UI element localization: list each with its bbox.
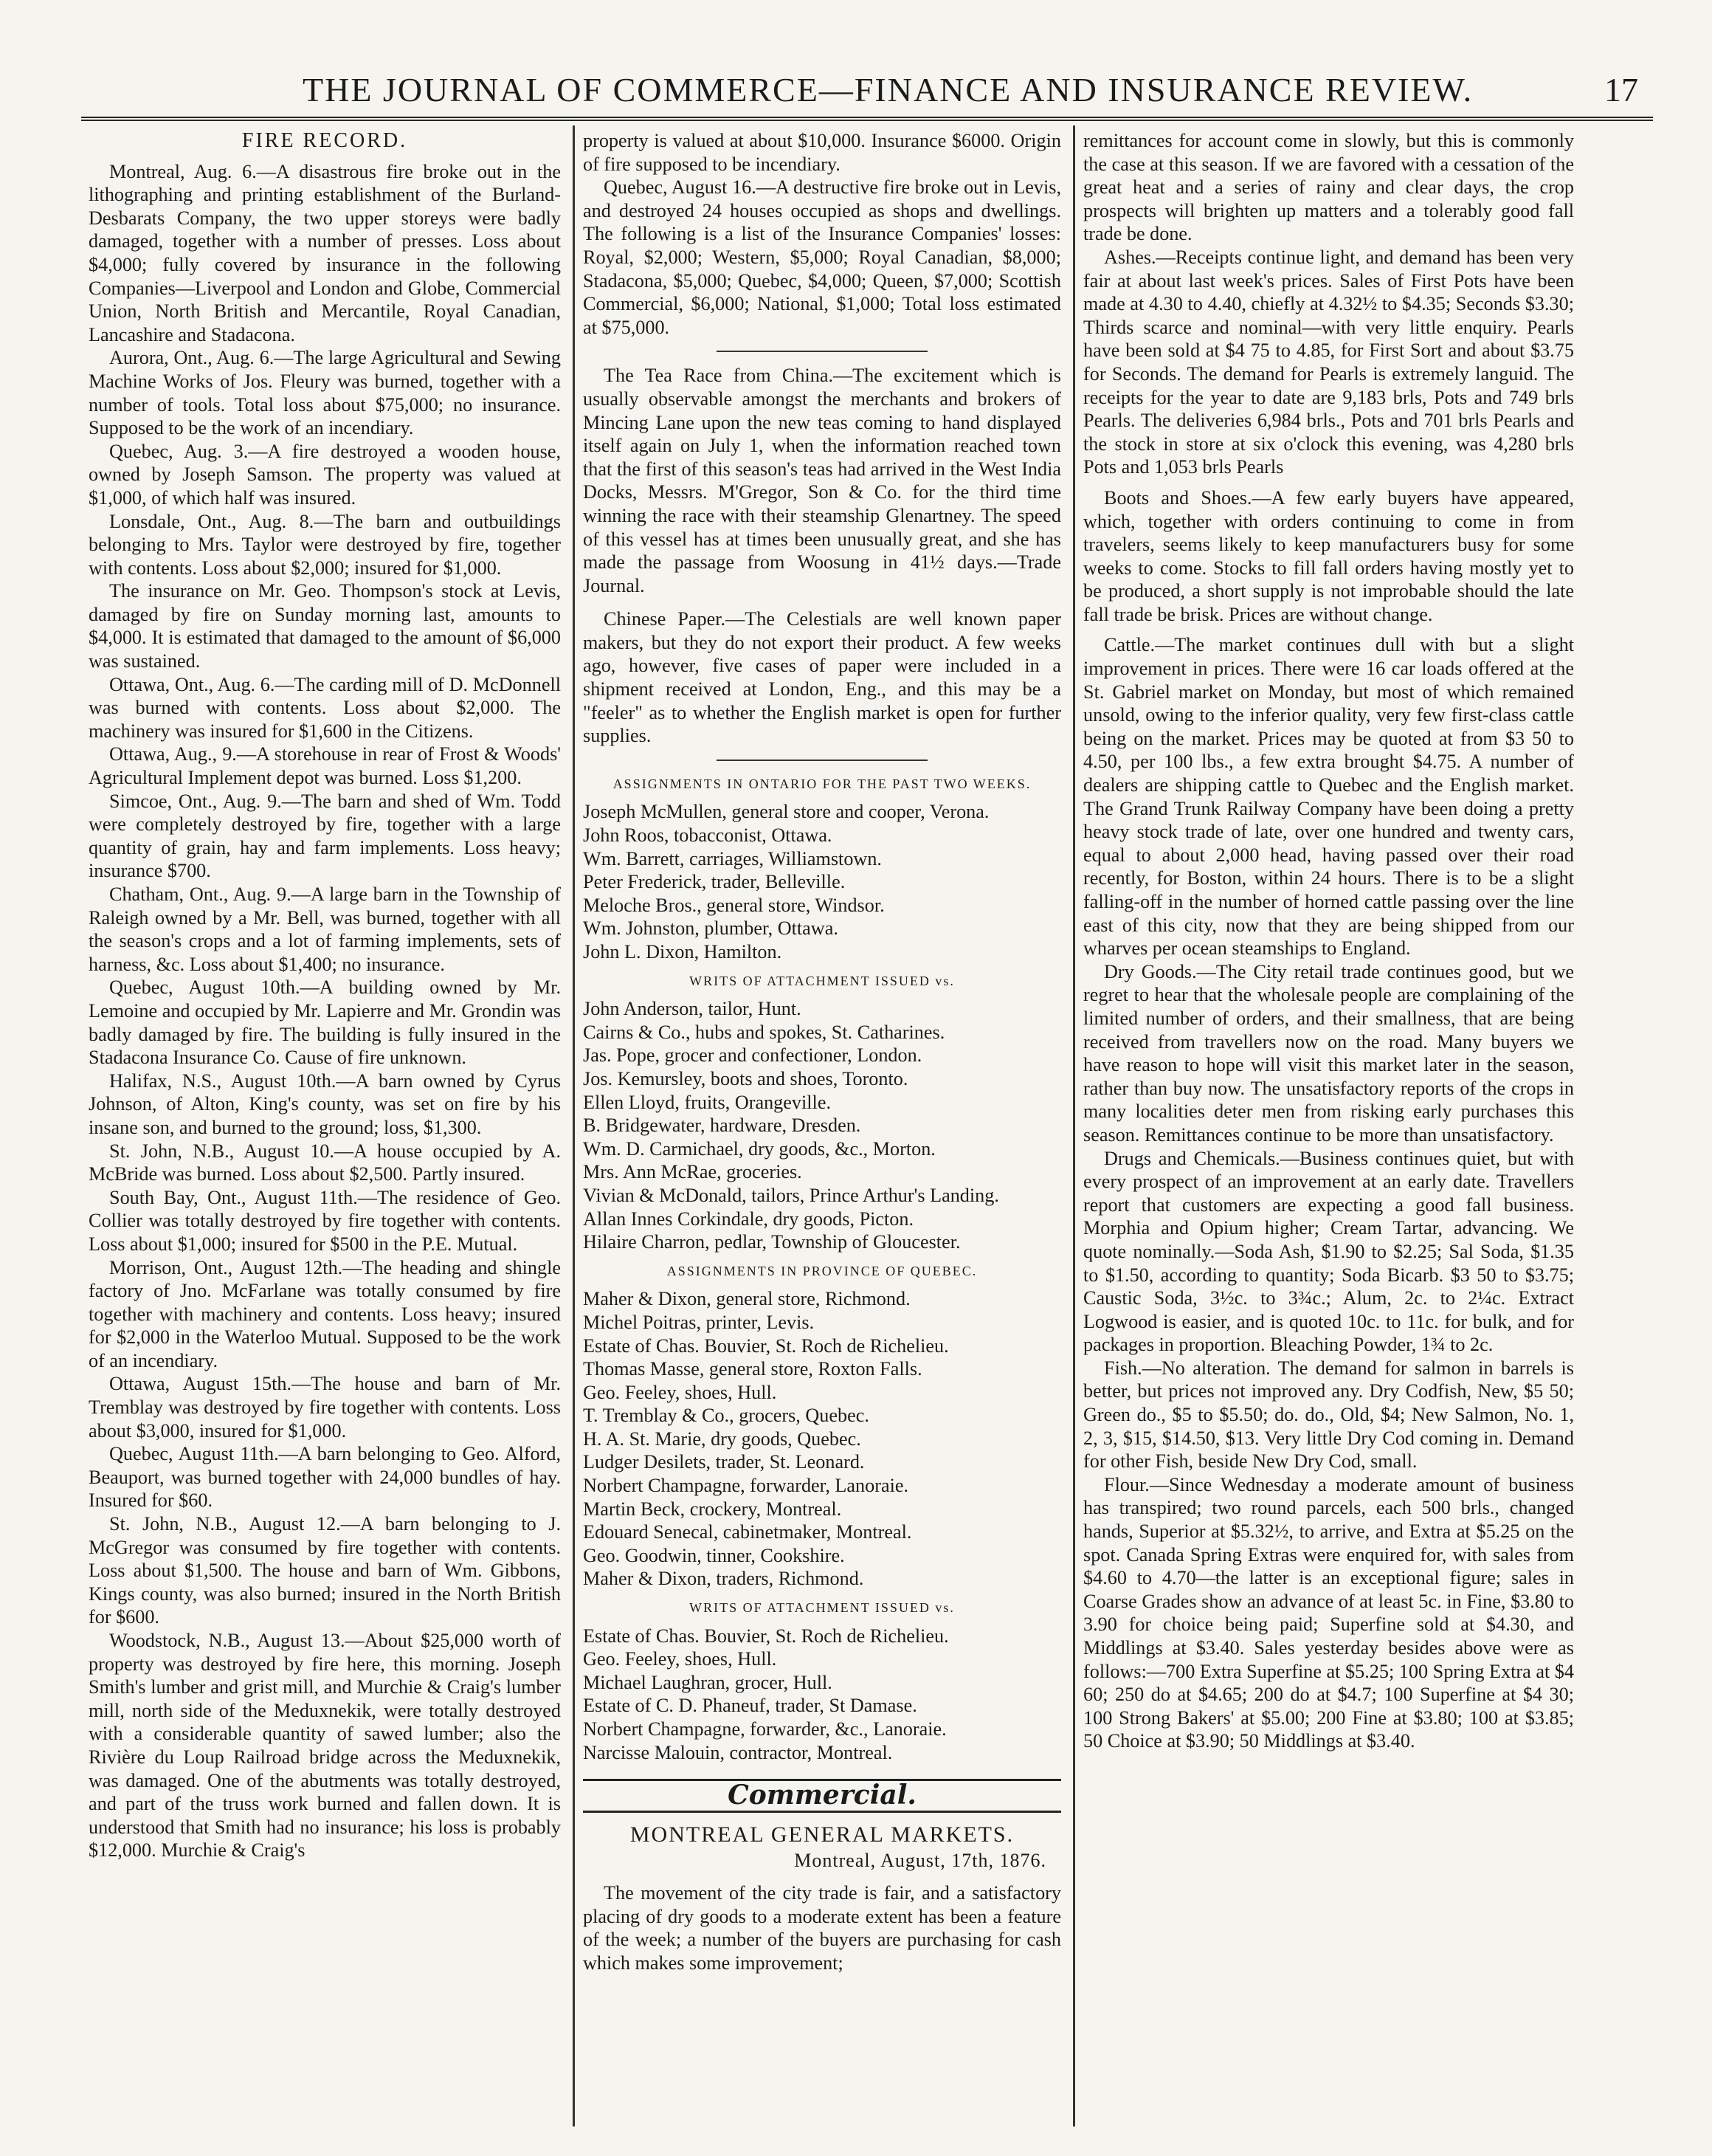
assignment-entry: Edouard Senecal, cabinetmaker, Montreal.	[583, 1521, 912, 1543]
quebec-assignments-list	[583, 1287, 1061, 1591]
fire-entry: South Bay, Ont., August 11th.—The residence of Geo. Collier was totally destroyed by fire together with contents. Loss about $1,000; insured for $500 in the P.E. Mutual.	[89, 1186, 561, 1255]
fire-entry: Lonsdale, Ont., Aug. 8.—The barn and outbuildings belonging to Mrs. Taylor were destroyed by fire, together with contents. Loss about $2,000; insured for $1,000.	[89, 510, 561, 579]
markets-continuation: remittances for account come in slowly, but this is commonly the case at this season. If we are favored with a cessation of the great heat and a series of rainy and clear days, the crop prospects will brighten up matters and a tolerably good fall trade be done.	[1083, 130, 1574, 245]
assignment-entry: Ludger Desilets, trader, St. Leonard.	[583, 1451, 865, 1473]
fire-entry: Woodstock, N.B., August 13.—About $25,000 worth of property was destroyed by fire here, this morning. Joseph Smith's lumber and grist mill, and Murchie & Craig's lumber mill, north side of the Meduxnekik, were totally destroyed with a considerable quantity of sawed lumber; also the Rivière du Loup Railroad bridge across the Meduxnekik, was damaged. One of the abutments was totally destroyed, and part of the truss work burned and fallen down. It is understood that Smith had no insurance; his loss is probably $12,000. Murchie & Craig's	[89, 1630, 561, 1861]
writ-entry: Estate of C. D. Phaneuf, trader, St Damase.	[583, 1695, 917, 1717]
chinese-paper-article: Chinese Paper.—The Celestials are well known paper makers, but they do not export their product. A few weeks ago, however, five cases of paper were included in a shipment received at London, Eng., and this may be a "feeler" as to whether the English market is open for further supplies.	[583, 608, 1061, 747]
market-ashes: Ashes.—Receipts continue light, and demand has been very fair at about last week's prices. Sales of First Pots have been made at 4.30 to 4.40, chiefly at 4.32½ to $4.35; Seconds $3.30; Thirds scarce and nominal—with very little enquiry. Pearls have been sold at $4 75 to 4.85, for First Sort and about $3.75 for Seconds. The demand for Pearls is extremely languid. The receipts for the year to date are 9,183 brls, Pots and 749 brls Pearls. The deliveries 6,984 brls., Pots and 701 brls Pearls and the stock in store at six o'clock this evening, was 4,280 brls Pots and 1,053 brls Pearls	[1083, 246, 1574, 478]
markets-dateline: Montreal, August, 17th, 1876.	[794, 1850, 1046, 1872]
assignment-entry: Joseph McMullen, general store and cooper, Verona.	[583, 801, 990, 823]
assignment-entry: Maher & Dixon, traders, Richmond.	[583, 1568, 864, 1590]
fire-entry: St. John, N.B., August 10.—A house occupied by A. McBride was burned. Loss about $2,500. Partly insured.	[89, 1140, 561, 1185]
fire-entry: Quebec, August 11th.—A barn belonging to Geo. Alford, Beauport, was burned together with 24,000 bundles of hay. Insured for $60.	[89, 1443, 561, 1512]
assignment-entry: Thomas Masse, general store, Roxton Falls.	[583, 1358, 922, 1380]
tea-race-article: The Tea Race from China.—The excitement which is usually observable amongst the merchants and brokers of Mincing Lane upon the new teas coming to hand displayed itself again on July 1, when the information reached town that the first of this season's teas had arrived in the West India Docks, Messrs. M'Gregor, Son & Co. for the third time winning the race with their steamship Glenartney. The speed of this vessel has at times been unusually great, and she has made the passage from Woosung in 41½ days.—Trade Journal.	[583, 365, 1061, 596]
page-number: 17	[1604, 71, 1638, 109]
writ-entry: Allan Innes Corkindale, dry goods, Picton.	[583, 1208, 914, 1230]
writ-entry: B. Bridgewater, hardware, Dresden.	[583, 1115, 861, 1137]
fire-entry: St. John, N.B., August 12.—A barn belonging to J. McGregor was consumed by fire together with contents. Loss about $1,500. The house and barn of Wm. Gibbons, Kings county, was also burned; insured in the North British for $600.	[89, 1513, 561, 1628]
assignment-entry: Meloche Bros., general store, Windsor.	[583, 894, 885, 916]
writ-entry: Cairns & Co., hubs and spokes, St. Catharines.	[583, 1021, 945, 1043]
assignment-entry: John L. Dixon, Hamilton.	[583, 941, 782, 962]
fire-entry: Chatham, Ont., Aug. 9.—A large barn in the Township of Raleigh owned by a Mr. Bell, was burned, together with all the season's crops and a lot of farming implements, sets of harness, &c. Loss about $1,400; no insurance.	[89, 884, 561, 975]
fire-entry: Quebec, August 10th.—A building owned by Mr. Lemoine and occupied by Mr. Lapierre and Mr. Grondin was badly damaged by fire. The building is fully insured in the Stadacona Insurance Co. Cause of fire unknown.	[89, 977, 561, 1069]
column-divider	[573, 125, 575, 2126]
writ-entry: Michael Laughran, grocer, Hull.	[583, 1671, 832, 1693]
fire-entry: Ottawa, Aug., 9.—A storehouse in rear of Frost & Woods' Agricultural Implement depot was burned. Loss $1,200.	[89, 743, 561, 789]
writ-entry: Jos. Kemursley, boots and shoes, Toronto.	[583, 1067, 908, 1089]
writ-entry: John Anderson, tailor, Hunt.	[583, 998, 801, 1020]
column-markets	[1083, 129, 1574, 2126]
journal-title: THE JOURNAL OF COMMERCE—FINANCE AND INSURANCE REVIEW.	[303, 71, 1474, 109]
section-rule	[717, 760, 927, 761]
page-header	[81, 70, 1668, 122]
fire-entry: Montreal, Aug. 6.—A disastrous fire broke out in the lithographing and printing establishment of the Burland-Desbarats Company, the two upper storeys were badly damaged, together with a number of presses. Loss about $4,000; fully covered by insurance in the following Companies—Liverpool and London and Globe, Commercial Union, North British and Mercantile, Royal Canadian, Lancashire and Stadacona.	[89, 160, 561, 345]
fire-record-entries	[89, 160, 561, 1862]
fire-entry: Quebec, Aug. 3.—A fire destroyed a wooden house, owned by Joseph Samson. The property was valued at $1,000, of which half was insured.	[89, 440, 561, 509]
fire-entry: The insurance on Mr. Geo. Thompson's stock at Levis, damaged by fire on Sunday morning last, amounts to $4,000. It is estimated that damaged to the amount of $6,000 was sustained.	[89, 580, 561, 672]
assignment-entry: Wm. Barrett, carriages, Williamstown.	[583, 847, 882, 869]
writ-entry: Geo. Feeley, shoes, Hull.	[583, 1648, 777, 1670]
fire-record-heading: FIRE RECORD.	[241, 129, 408, 152]
writs-list-ontario	[583, 997, 1061, 1254]
markets-heading: MONTREAL GENERAL MARKETS.	[629, 1822, 1015, 1847]
assignment-entry: Norbert Champagne, forwarder, Lanoraie.	[583, 1475, 909, 1497]
fire-entry: Aurora, Ont., Aug. 6.—The large Agricultural and Sewing Machine Works of Jos. Fleury was burned, together with a number of tools. Total loss about $75,000; no insurance. Supposed to be the work of an incendiary.	[89, 347, 561, 439]
section-rule	[717, 351, 927, 352]
writs-list-quebec	[583, 1625, 1061, 1765]
writ-entry: Vivian & McDonald, tailors, Prince Arthur's Landing.	[583, 1184, 999, 1206]
assignment-entry: Maher & Dixon, general store, Richmond.	[583, 1288, 911, 1310]
header-rule	[81, 117, 1653, 121]
market-cattle: Cattle.—The market continues dull with but a slight improvement in prices. There were 16 car loads offered at the St. Gabriel market on Monday, but most of which remained unsold, owing to the inferior quality, very few first-class cattle being on the market. Prices may be quoted at from $3 50 to 4.50, per 100 lbs., a few extra brought $4.75. A number of dealers are shipping cattle to Quebec and the English market. The Grand Trunk Railway Company have been doing a pretty heavy stock trade of late, over one hundred and twenty cars, equal to about 2,000 head, having passed over their road recently, for Boston, within 24 hours. There is to be a slight falling-off in the number of horned cattle passing over the line east of this city, now that they are being shipped from our wharves per ocean steamships to England.	[1083, 634, 1574, 960]
column-middle	[583, 129, 1061, 2126]
writ-entry: Mrs. Ann McRae, groceries.	[583, 1161, 802, 1183]
fire-entry: Simcoe, Ont., Aug. 9.—The barn and shed of Wm. Todd were completely destroyed by fire, together with a large quantity of grain, hay and farm implements. Loss heavy; insurance $700.	[89, 790, 561, 882]
assignment-entry: Martin Beck, crockery, Montreal.	[583, 1498, 842, 1520]
writ-entry: Hilaire Charron, pedlar, Township of Gloucester.	[583, 1231, 961, 1253]
writ-entry: Jas. Pope, grocer and confectioner, London.	[583, 1044, 922, 1067]
writ-entry: Wm. D. Carmichael, dry goods, &c., Morton.	[583, 1137, 936, 1160]
fire-entry: Ottawa, Ont., Aug. 6.—The carding mill of D. McDonnell was burned with contents. Loss about $2,000. The machinery was insured for $1,600 in the Citizens.	[89, 673, 561, 742]
writ-entry: Narcisse Malouin, contractor, Montreal.	[583, 1741, 893, 1763]
assignment-entry: Michel Poitras, printer, Levis.	[583, 1311, 815, 1333]
assignment-entry: Estate of Chas. Bouvier, St. Roch de Richelieu.	[583, 1334, 949, 1357]
market-drugs-and-chemicals: Drugs and Chemicals.—Business continues quiet, but with every prospect of an improvement at an early date. Travellers report that customers are expecting a good fall business. Morphia and Opium higher; Cream Tartar, advancing. We quote nominally.—Soda Ash, $1.90 to $2.25; Sal Soda, $1.35 to $1.50, according to quantity; Soda Bicarb. $3 50 to $3.75; Caustic Soda, 3½c. to 3¾c.; Alum, 2c. to 2¼c. Extract Logwood is easier, and is quoted 10c. to 11c. for bulk, and for packages in proportion. Bleaching Powder, 1¾ to 2c.	[1083, 1147, 1574, 1356]
market-dry-goods: Dry Goods.—The City retail trade continues good, but we regret to hear that the wholesale people are complaining of the limited number of orders, and their smallness, that are being received from travellers now on the road. Many buyers we have reason to hope will visit this market later in the season, rather than buy now. The unsatisfactory reports of the crops in many localities deter men from risking early purchases this season. Remittances continue to be more than unsatisfactory.	[1083, 960, 1574, 1146]
column-fire-record	[89, 129, 561, 2126]
ontario-assignments-heading: ASSIGNMENTS IN ONTARIO FOR THE PAST TWO WEEKS.	[612, 776, 1032, 791]
assignment-entry: Peter Frederick, trader, Belleville.	[583, 871, 846, 893]
fire-continuation: property is valued at about $10,000. Insurance $6000. Origin of fire supposed to be incendiary.	[583, 130, 1061, 175]
fire-entry-quebec-levis: Quebec, August 16.—A destructive fire broke out in Levis, and destroyed 24 houses occupied as shops and dwellings. The following is a list of the Insurance Companies' losses: Royal, $2,000; Western, $5,000; Royal Canadian, $8,000; Stadacona, $5,000; Quebec, $4,000; Queen, $7,000; Scottish Commercial, $6,000; National, $1,000; Total loss estimated at $75,000.	[583, 176, 1061, 338]
column-divider	[1073, 125, 1075, 2126]
market-fish: Fish.—No alteration. The demand for salmon in barrels is better, but prices not improved any. Dry Codfish, New, $5 50; Green do., $5 to $5.50; do. do., Old, $4; New Salmon, No. 1, 2, 3, $15, $14.50, $13. Very little Dry Cod coming in. Demand for other Fish, beside New Dry Cod, small.	[1083, 1357, 1574, 1473]
assignment-entry: Geo. Goodwin, tinner, Cookshire.	[583, 1544, 845, 1566]
assignment-entry: John Roos, tobacconist, Ottawa.	[583, 824, 832, 847]
assignment-entry: Geo. Feeley, shoes, Hull.	[583, 1381, 777, 1403]
writ-entry: Estate of Chas. Bouvier, St. Roch de Richelieu.	[583, 1625, 949, 1647]
quebec-assignments-heading: ASSIGNMENTS IN PROVINCE OF QUEBEC.	[666, 1263, 978, 1278]
fire-entry: Halifax, N.S., August 10th.—A barn owned by Cyrus Johnson, of Alton, King's county, was set on fire by his insane son, and burned to the ground; loss, $1,300.	[89, 1070, 561, 1138]
market-boots-and-shoes: Boots and Shoes.—A few early buyers have appeared, which, together with orders continuing to come in from travelers, seems likely to keep manufacturers busy for some weeks to come. Stocks to fill fall orders having mostly yet to be produced, a short supply is not improbable should the late fall trade be brisk. Prices are without change.	[1083, 486, 1574, 625]
fire-entry: Morrison, Ont., August 12th.—The heading and shingle factory of Jno. McFarlane was totally consumed by fire together with machinery and contents. Loss heavy; insured for $2,000 in the Waterloo Mutual. Supposed to be the work of an incendiary.	[89, 1256, 561, 1371]
writ-entry: Norbert Champagne, forwarder, &c., Lanoraie.	[583, 1718, 947, 1740]
writs-heading-ontario: WRITS OF ATTACHMENT ISSUED vs.	[689, 973, 955, 988]
writ-entry: Ellen Lloyd, fruits, Orangeville.	[583, 1091, 831, 1113]
market-flour: Flour.—Since Wednesday a moderate amount of business has transpired; two round parcels, each 500 brls., changed hands, Superior at $5.32½, to arrive, and Extra at $5.25 on the spot. Canada Spring Extras were enquired for, with sales from $4.60 to 4.70—the latter is an exceptional figure; sales in Coarse Grades show an advance of at least 5c. in Fine, $3.80 to 3.90 for choice being paid; Superfine sold at $4.30, and Middlings at $3.40. Sales yesterday besides above were as follows:—700 Extra Superfine at $5.25; 100 Spring Extra at $4 60; 250 do at $4.65; 200 do at $4.7; 100 Superfine at $4 30; 100 Strong Bakers' at $5.00; 200 Fine at $3.80; 100 at $3.85; 50 Choice at $3.90; 50 Middlings at $3.40.	[1083, 1473, 1574, 1752]
ontario-assignments-list	[583, 800, 1061, 963]
assignment-entry: T. Tremblay & Co., grocers, Quebec.	[583, 1405, 869, 1427]
commercial-heading: Commercial.	[583, 1779, 1061, 1813]
writs-heading-quebec: WRITS OF ATTACHMENT ISSUED vs.	[689, 1600, 955, 1616]
fire-entry: Ottawa, August 15th.—The house and barn of Mr. Tremblay was destroyed by fire together with contents. Loss about $3,000, insured for $1,000.	[89, 1373, 561, 1442]
markets-intro: The movement of the city trade is fair, and a satisfactory placing of dry goods to a moderate extent has been a feature of the week; a number of the buyers are purchasing for cash which makes some improvement;	[583, 1881, 1061, 1974]
assignment-entry: Wm. Johnston, plumber, Ottawa.	[583, 917, 838, 940]
assignment-entry: H. A. St. Marie, dry goods, Quebec.	[583, 1427, 861, 1450]
